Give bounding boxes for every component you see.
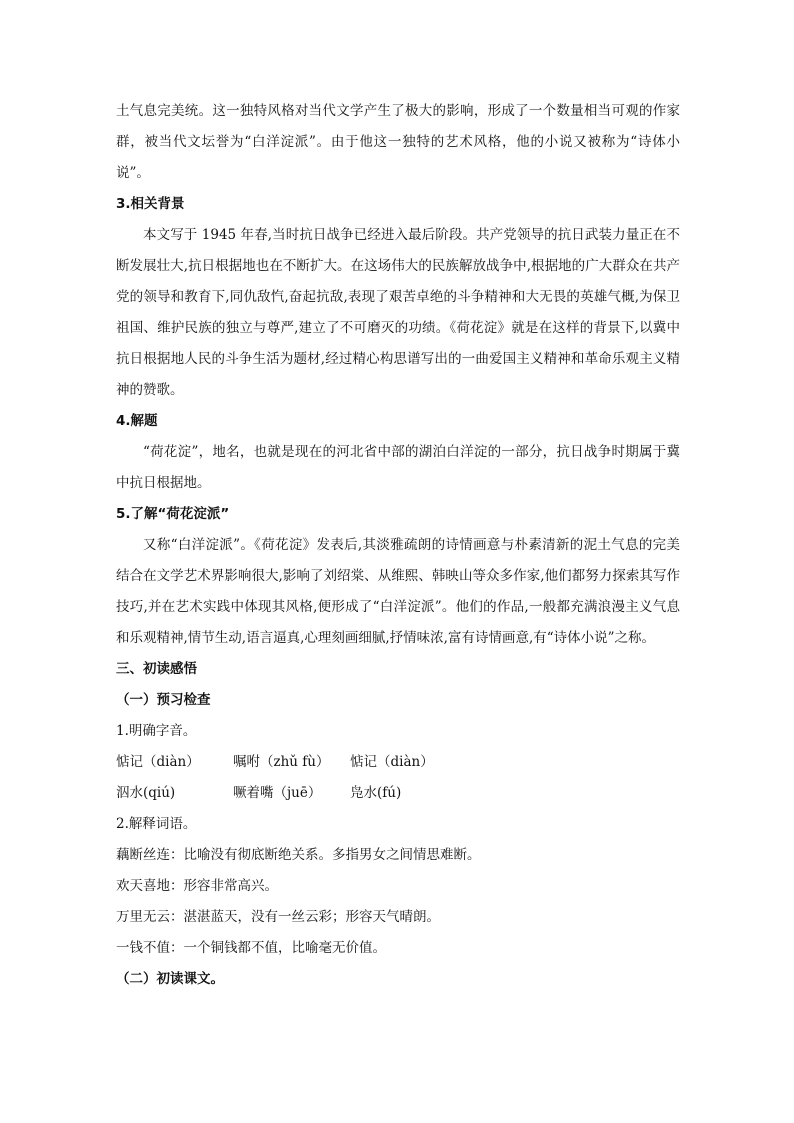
part3-heading: 三、初读感悟 <box>116 661 197 677</box>
q2-title: 2.解释词语。 <box>116 816 197 832</box>
vocab-item: 欢天喜地：形容非常高兴。 <box>116 878 278 894</box>
vocab-item: 藕断丝连：比喻没有彻底断绝关系。多指男女之间情思难断。 <box>116 847 481 863</box>
q1-title: 1.明确字音。 <box>116 723 197 739</box>
section4-heading: 4.解题 <box>116 413 158 429</box>
vocab-item: 一钱不值：一个铜钱都不值，比喻毫无价值。 <box>116 940 386 956</box>
intro-paragraph: 土气息完美统。这一独特风格对当代文学产生了极大的影响，形成了一个数量相当可观的作家群，被当代文坛誉为“白洋淀派”。由于他这一独特的艺术风格，他的小说又被称为“诗体小说”。 <box>116 103 680 181</box>
pinyin-item: 凫水(fú) <box>350 785 402 801</box>
pinyin-item: 噘着嘴（juē） <box>233 785 322 801</box>
pinyin-item: 泅水(qiú) <box>116 785 176 801</box>
document-page <box>116 96 680 995</box>
pinyin-item: 嘱咐（zhǔ fù） <box>233 754 330 770</box>
pinyin-row <box>116 778 680 809</box>
section3-heading: 3.相关背景 <box>116 196 185 212</box>
section4-text: “荷花淀”，地名，也就是现在的河北省中部的湖泊白洋淀的一部分，抗日战争时期属于冀中抗日根据地。 <box>116 444 680 491</box>
sub2-heading: （二）初读课文。 <box>116 971 224 987</box>
pinyin-row <box>116 747 680 778</box>
section3-text: 本文写于 1945 年春,当时抗日战争已经进入最后阶段。共产党领导的抗日武装力量正在不断发展壮大,抗日根据地也在不断扩大。在这场伟大的民族解放战争中,根据地的广大群众在共产党的领导和教育下,同仇敌忾,奋起抗敌,表现了艰苦卓绝的斗争精神和大无畏的英雄气概,为保卫祖国、维护民族的独立与尊严,建立了不可磨灭的功绩。《荷花淀》就是在这样的背景下,以冀中抗日根据地人民的斗争生活为题材,经过精心构思谱写出的一曲爱国主义精神和革命乐观主义精神的赞歌。 <box>116 227 680 398</box>
section5-heading: 5.了解“荷花淀派” <box>116 506 230 522</box>
pinyin-item: 惦记（diàn） <box>116 754 200 770</box>
vocab-item: 万里无云：湛湛蓝天，没有一丝云彩；形容天气晴朗。 <box>116 909 440 925</box>
section5-text: 又称“白洋淀派”。《荷花淀》发表后,其淡雅疏朗的诗情画意与朴素清新的泥土气息的完美结合在文学艺术界影响很大,影响了刘绍棠、从维熙、韩映山等众多作家,他们都努力探索其写作技巧,并在艺术实践中体现其风格,便形成了“白洋淀派”。他们的作品,一般都充满浪漫主义气息和乐观精神,情节生动,语言逼真,心理刻画细腻,抒情味浓,富有诗情画意,有“诗体小说”之称。 <box>116 537 680 646</box>
pinyin-item: 惦记（diàn） <box>350 754 434 770</box>
sub1-heading: （一）预习检查 <box>116 692 211 708</box>
